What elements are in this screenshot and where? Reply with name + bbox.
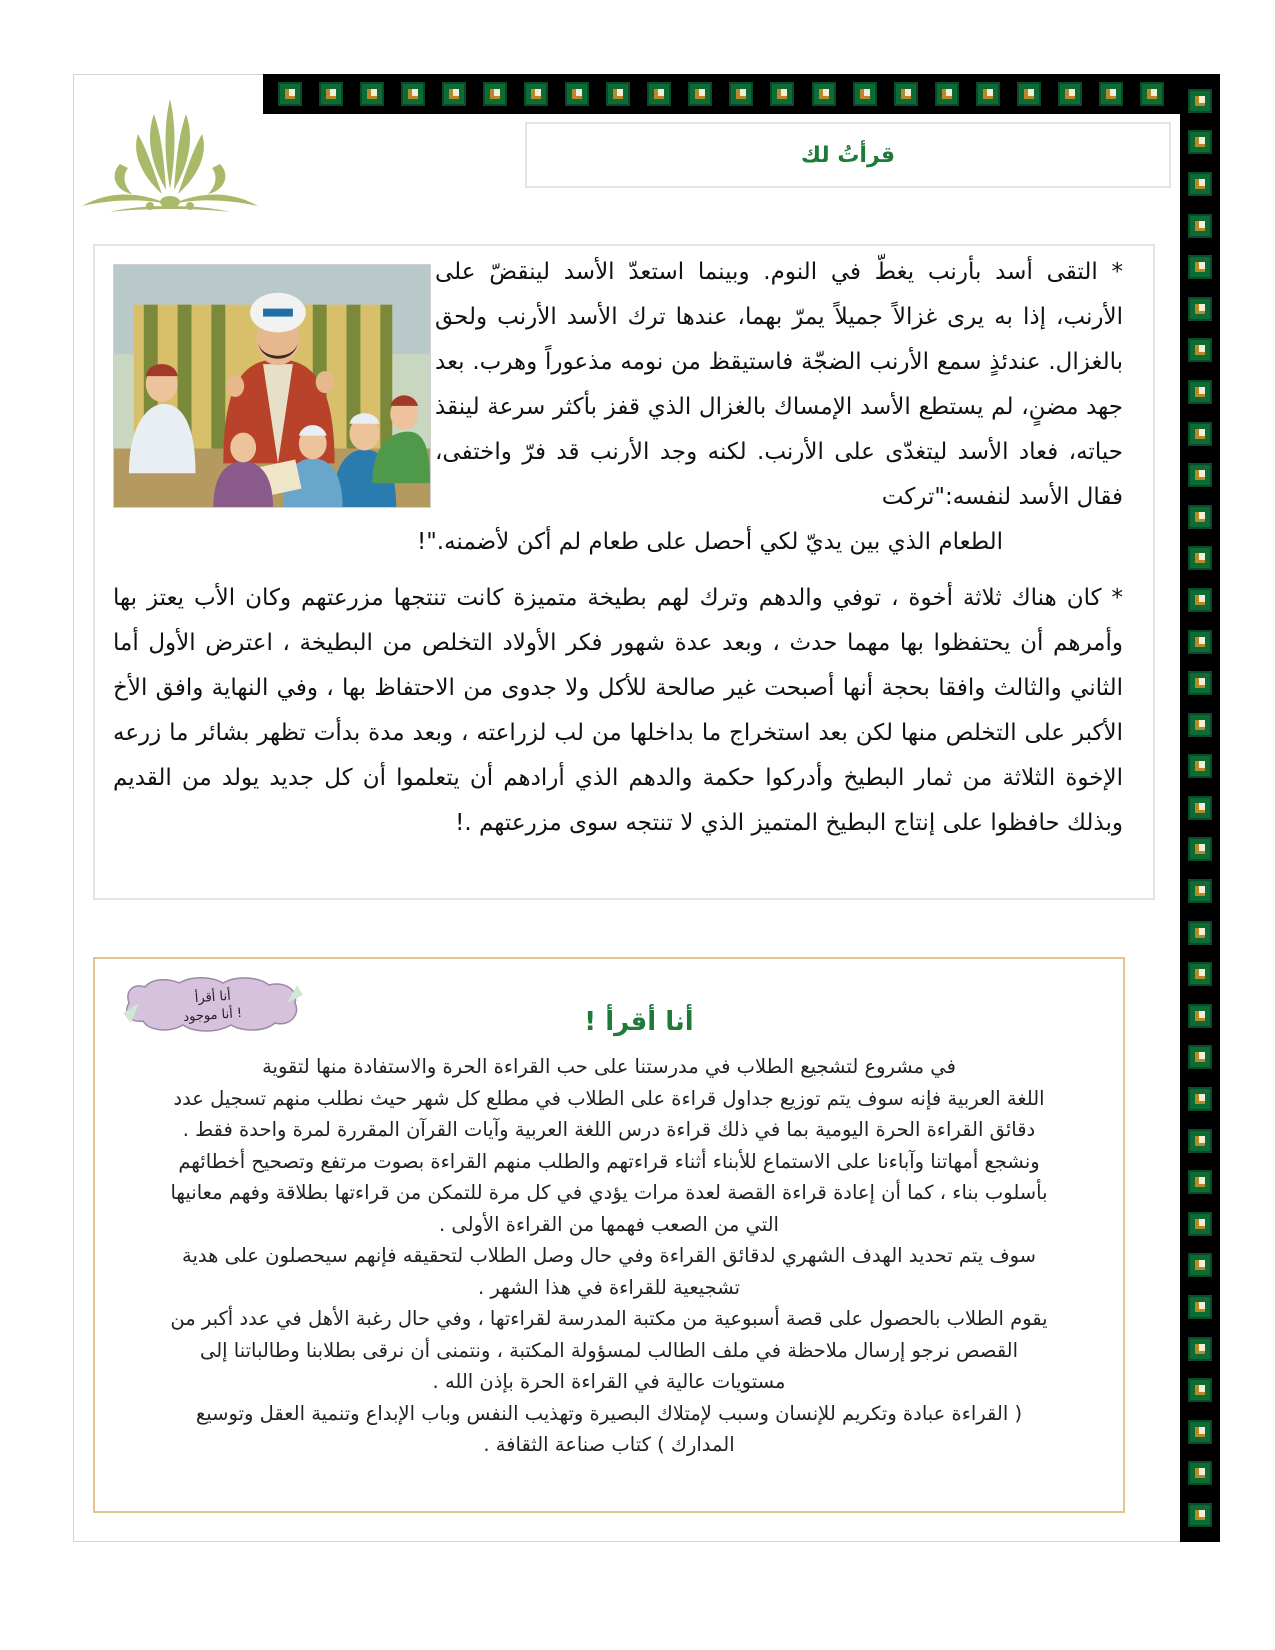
border-chain-link: [278, 82, 302, 106]
reading-line: المدارك ) كتاب صناعة الثقافة .: [483, 1433, 735, 1456]
border-chain-link: [935, 82, 959, 106]
reading-line: تشجيعية للقراءة في هذا الشهر .: [477, 1275, 741, 1299]
reading-box: [93, 957, 1125, 1513]
border-chain-link: [442, 82, 466, 106]
border-chain-link: [1058, 82, 1082, 106]
story-lion-rabbit-ending: الطعام الذي بين يديّ لكي أحصل على طعام لم أكن لأضمنه."!: [416, 529, 1003, 555]
border-chain-link: [1188, 422, 1212, 446]
floral-ornament-icon: [80, 94, 260, 219]
border-chain-link: [1188, 671, 1212, 695]
border-chain-link: [483, 82, 507, 106]
border-chain-link: [1188, 1253, 1212, 1277]
reading-title: أنا أقرأ !: [584, 1007, 694, 1037]
border-chain-link: [1188, 255, 1212, 279]
border-chain-link: [1188, 214, 1212, 238]
border-chain-link: [1188, 921, 1212, 945]
border-chain-link: [1188, 297, 1212, 321]
border-chain-link: [1188, 546, 1212, 570]
border-chain-link: [1188, 837, 1212, 861]
border-chain-link: [1188, 1461, 1212, 1485]
border-chain-link: [1188, 588, 1212, 612]
reading-line: التي من الصعب فهمها من القراءة الأولى .: [439, 1212, 779, 1236]
border-chain-link: [1188, 130, 1212, 154]
border-chain-link: [319, 82, 343, 106]
reading-line: ( القراءة عبادة وتكريم للإنسان وسبب لإمتلاك البصيرة وتهذيب النفس وباب الإبداع وتنمية العقل وتوسيع: [195, 1401, 1023, 1425]
border-chain-link: [606, 82, 630, 106]
border-chain-link: [1188, 1420, 1212, 1444]
reading-line: في مشروع لتشجيع الطلاب في مدرستنا على حب القراءة الحرة والاستفادة منها لتقوية: [262, 1055, 956, 1078]
border-chain-link: [1188, 338, 1212, 362]
story-lion-rabbit: * التقى أسد بأرنب يغطّ في النوم. وبينما استعدّ الأسد لينقضّ على الأرنب، إذا به يرى غزالاً جميلاً يمرّ بهما، عندها ترك الأسد الأرنب ولحق بالغزال. عندئذٍ سمع الأرنب الضجّة فاستيقظ من نومه مذعوراً وهرب. بعد جهد مضنٍ، لم يستطع الأسد الإمساك بالغزال الذي قفز بأكثر سرعة لينقذ حياته، فعاد الأسد ليتغدّى على الأرنب. لكنه وجد الأرنب قد فرّ واختفى، فقال الأسد لنفسه:"تركت: [435, 259, 1123, 510]
reading-body: [109, 1051, 1109, 1461]
border-chain-link: [853, 82, 877, 106]
reading-line: ونشجع أمهاتنا وآباءنا على الاستماع للأبناء أثناء قراءتهم والطلب منهم القراءة بصوت مرتفع وتصحيح أخطائهم: [178, 1149, 1040, 1173]
border-chain-link: [565, 82, 589, 106]
border-chain-link: [1188, 962, 1212, 986]
badge-line-1: أنا أقرأ: [194, 988, 232, 1007]
border-chain-link: [1188, 1503, 1212, 1527]
stories-box: [93, 244, 1155, 900]
border-chain-link: [1140, 82, 1164, 106]
border-chain-link: [360, 82, 384, 106]
border-chain-link: [976, 82, 1000, 106]
reading-line: القصص نرجو إرسال ملاحظة في ملف الطالب لمسؤولة المكتبة ، ونتمنى أن نرقى بطلابنا وطالباتنا إلى: [199, 1338, 1019, 1362]
border-chain-link: [1188, 1295, 1212, 1319]
border-chain-link: [812, 82, 836, 106]
border-chain-link: [1188, 1337, 1212, 1361]
border-chain-link: [1188, 1129, 1212, 1153]
story-three-brothers: * كان هناك ثلاثة أخوة ، توفي والدهم وترك لهم بطيخة متميزة كانت تنتجها مزرعتهم وكان الأب يعتز بها وأمرهم أن يحتفظوا بها مهما حدث ، وبعد عدة شهور فكر الأولاد التخلص من البطيخة ، اعترض الأول أما الثاني والثالث وافقا بحجة أنها أصبحت غير صالحة للأكل ولا جدوى من الاحتفاظ بها ، وفي النهاية وافق الأخ الأكبر على التخلص منها لكن بعد استخراج ما بداخلها من لب لزراعته ، وبعد مدة بدأت تظهر بشائر ما زرعه الإخوة الثلاثة من ثمار البطيخ وأدركوا حكمة والدهم الذي أرادهم أن يتعلموا أن كل جديد يولد من القديم وبذلك حافظوا على إنتاج البطيخ المتميز الذي لا تنتجه سوى مزرعتهم .!: [113, 585, 1123, 836]
decorative-border-right: [1180, 74, 1220, 1542]
reading-line: اللغة العربية فإنه سوف يتم توزيع جداول قراءة على الطلاب في مطلع كل شهر حيث نطلب منهم تسجيل عدد: [173, 1086, 1045, 1110]
border-chain-link: [770, 82, 794, 106]
border-chain-link: [1188, 89, 1212, 113]
border-chain-link: [1188, 1170, 1212, 1194]
border-chain-link: [1188, 172, 1212, 196]
badge-line-2: أنا موجود !: [182, 1005, 243, 1026]
reading-line: سوف يتم تحديد الهدف الشهري لدقائق القراءة وفي حال وصل الطلاب لتحقيقه فإنهم سيحصلون على هدية: [182, 1244, 1036, 1267]
teacher-students-illustration: [113, 264, 431, 508]
reading-line: دقائق القراءة الحرة اليومية بما في ذلك قراءة درس اللغة العربية وآيات القرآن المقررة لمرة واحدة فقط .: [182, 1118, 1036, 1141]
border-chain-link: [1188, 380, 1212, 404]
border-chain-link: [1188, 713, 1212, 737]
border-chain-link: [1188, 1045, 1212, 1069]
border-chain-link: [1188, 1004, 1212, 1028]
section-title: قرأتُ لك: [800, 142, 896, 168]
border-chain-link: [647, 82, 671, 106]
reading-line: يقوم الطلاب بالحصول على قصة أسبوعية من مكتبة المدرسة لقراءتها ، وفي حال رغبة الأهل في عدد أكبر من: [170, 1307, 1048, 1330]
border-chain-link: [524, 82, 548, 106]
border-chain-link: [1188, 796, 1212, 820]
border-chain-link: [1188, 1378, 1212, 1402]
border-chain-link: [401, 82, 425, 106]
border-chain-link: [1188, 879, 1212, 903]
decorative-border-top: [263, 74, 1220, 114]
border-chain-link: [729, 82, 753, 106]
section-header: [525, 122, 1171, 188]
reading-line: مستويات عالية في القراءة الحرة بإذن الله .: [432, 1370, 786, 1393]
border-chain-link: [1188, 754, 1212, 778]
border-chain-link: [1188, 630, 1212, 654]
border-chain-link: [1188, 1087, 1212, 1111]
border-chain-link: [1099, 82, 1123, 106]
reading-line: بأسلوب بناء ، كما أن إعادة قراءة القصة لعدة مرات يؤدي في كل مرة للتمكن من قراءتها بطلاقة وفهم معانيها: [170, 1181, 1048, 1204]
border-chain-link: [1017, 82, 1041, 106]
border-chain-link: [688, 82, 712, 106]
border-chain-link: [1188, 463, 1212, 487]
border-chain-link: [1188, 1212, 1212, 1236]
border-chain-link: [894, 82, 918, 106]
border-chain-link: [1188, 505, 1212, 529]
